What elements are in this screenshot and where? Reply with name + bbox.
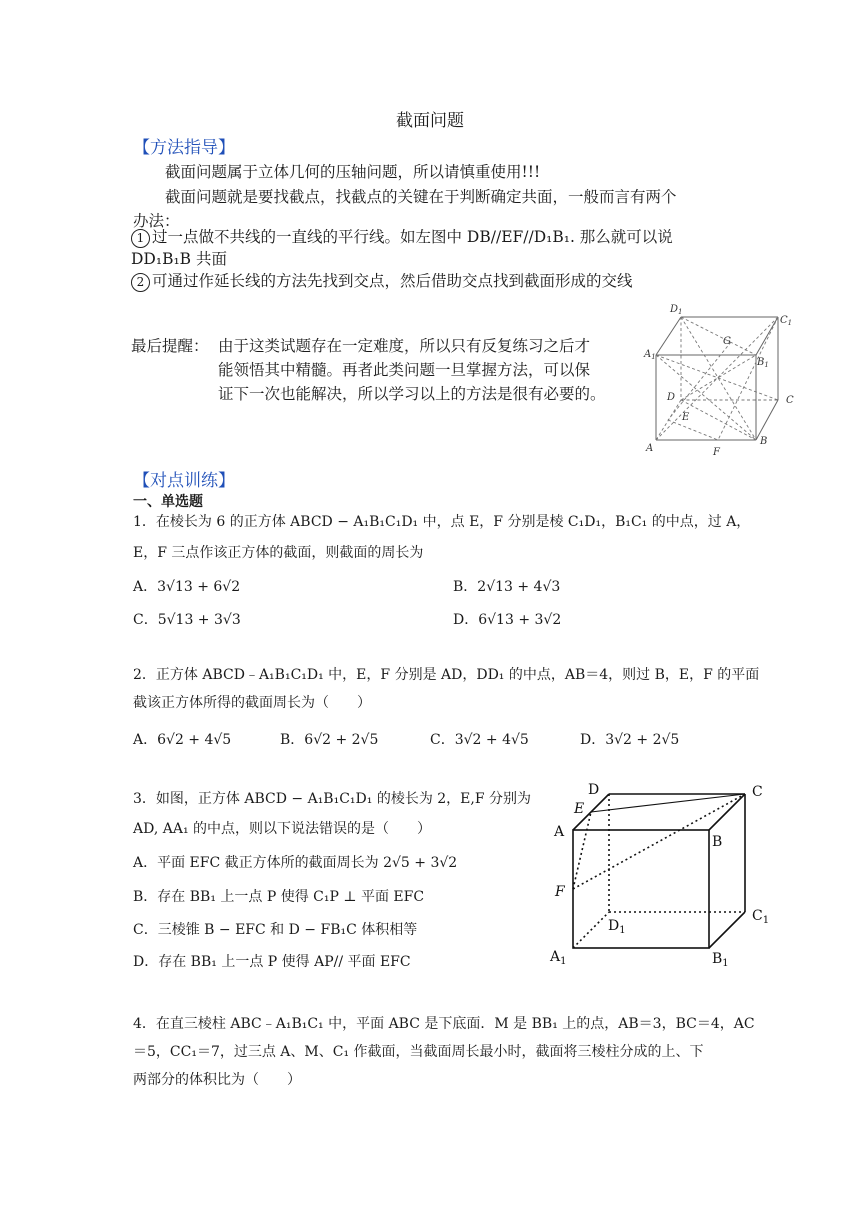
q3-option-b[interactable]: B．存在 BB₁ 上一点 P 使得 C₁P ⊥ 平面 EFC: [133, 889, 425, 905]
label-c1: $C_1$: [752, 908, 770, 926]
method-item-1-line-2: DD₁B₁B 共面: [131, 250, 227, 268]
q4-stem-line-2: ＝5，CC₁＝7，过三点 A、M、C₁ 作截面，当截面周长最小时，截面将三棱柱分成的上、下: [133, 1044, 704, 1060]
q4-stem-line-3: 两部分的体积比为（ ）: [133, 1072, 301, 1088]
hidden-segment-f-e: [573, 812, 591, 889]
method-item-2-text: 可通过作延长线的方法先找到交点，然后借助交点找到截面形成的交线: [152, 272, 633, 290]
page-title: 截面问题: [396, 111, 464, 131]
q1-stem-line-2: E，F 三点作该正方体的截面，则截面的周长为: [133, 545, 424, 561]
cube-figure-1: [636, 292, 800, 462]
label-f: F: [555, 884, 565, 900]
item-2-number-circle: 2: [131, 273, 150, 292]
reminder-label: 最后提醒：: [131, 337, 209, 355]
label-d1: $D_1$: [608, 918, 626, 936]
label-c: C: [752, 784, 763, 800]
q2-option-d[interactable]: D．3√2 + 2√5: [580, 732, 680, 748]
label-b: B: [712, 834, 723, 850]
edge-b1-c1: [709, 912, 745, 948]
method-item-1-line-1: 过一点做不共线的一直线的平行线。如左图中 DB//EF//D₁B₁. 那么就可以说: [152, 228, 673, 246]
front-face: [573, 830, 709, 948]
q3-option-d[interactable]: D．存在 BB₁ 上一点 P 使得 AP// 平面 EFC: [133, 954, 411, 970]
hidden-line-ef: [668, 420, 718, 440]
edge-d1a1: [656, 317, 681, 355]
label-e: E: [574, 801, 585, 817]
q2-option-b[interactable]: B．6√2 + 2√5: [280, 732, 379, 748]
label-b: B: [760, 436, 768, 447]
q1-option-c[interactable]: C．5√13 + 3√3: [133, 612, 241, 628]
label-b1: $B_1$: [712, 951, 729, 969]
q2-option-c[interactable]: C．3√2 + 4√5: [430, 732, 529, 748]
q2-stem-line-2: 截该正方体所得的截面周长为（ ）: [133, 695, 371, 711]
method-para-1: 截面问题属于立体几何的压轴问题，所以请慎重使用!!!: [165, 163, 541, 181]
q1-option-a[interactable]: A．3√13 + 6√2: [133, 579, 241, 595]
segment-e-c: [591, 794, 745, 812]
label-d1: $D_1$: [670, 304, 683, 316]
hidden-diag-db: [681, 400, 756, 440]
q2-option-a[interactable]: A．6√2 + 4√5: [133, 732, 232, 748]
method-section-header: 【方法指导】: [133, 138, 235, 158]
q2-stem-line-1: 2．正方体 ABCD﹣A₁B₁C₁D₁ 中，E，F 分别是 AD，DD₁ 的中点，AB＝4，则过 B，E，F 的平面: [133, 667, 760, 683]
edge-b-c: [709, 794, 745, 830]
hidden-line-ge: [668, 342, 731, 420]
q3-stem-line-2: AD, AA₁ 的中点，则以下说法错误的是（ ）: [133, 821, 432, 837]
cube-figure-2: [546, 776, 776, 970]
hidden-edge-a1-d1: [573, 912, 609, 948]
edge-c1b1: [756, 317, 778, 355]
reminder-line-2: 能领悟其中精髓。再者此类问题一旦掌握方法，可以保: [218, 361, 591, 379]
q3-stem-line-1: 3．如图，正方体 ABCD − A₁B₁C₁D₁ 的棱长为 2，E,F 分别为: [133, 791, 532, 807]
method-para-2-line-1: 截面问题就是要找截点，找截点的关键在于判断确定共面，一般而言有两个: [165, 188, 677, 206]
label-a: A: [554, 824, 565, 840]
q1-stem-line-1: 1．在棱长为 6 的正方体 ABCD − A₁B₁C₁D₁ 中，点 E，F 分别是棱 C₁D₁，B₁C₁ 的中点，过 A，: [133, 514, 751, 530]
q1-option-d[interactable]: D．6√13 + 3√2: [453, 612, 562, 628]
label-f: F: [713, 447, 720, 458]
label-a: A: [646, 443, 654, 454]
reminder-line-3: 证下一次也能解决，所以学习以上的方法是很有必要的。: [218, 385, 606, 403]
edge-bc: [756, 400, 778, 440]
practice-section-header: 【对点训练】: [133, 471, 235, 491]
q1-option-b[interactable]: B．2√13 + 4√3: [453, 579, 561, 595]
q3-option-c[interactable]: C．三棱锥 B − EFC 和 D − FB₁C 体积相等: [133, 922, 418, 938]
item-1-number-circle: 1: [131, 229, 150, 248]
single-choice-subheader: 一、单选题: [133, 494, 203, 510]
label-c: C: [786, 395, 794, 406]
label-a1: $A_1$: [644, 349, 656, 361]
label-d: D: [667, 392, 676, 403]
q4-stem-line-1: 4．在直三棱柱 ABC﹣A₁B₁C₁ 中，平面 ABC 是下底面．M 是 BB₁ 上的点，AB＝3，BC＝4，AC: [133, 1016, 755, 1032]
method-para-2-line-2: 办法：: [133, 212, 180, 230]
label-e: E: [682, 412, 690, 423]
label-d: D: [588, 782, 600, 798]
label-a1: $A_1$: [550, 949, 567, 967]
label-c1: $C_1$: [780, 315, 793, 327]
label-b1: $B_1$: [757, 357, 769, 369]
q3-option-a[interactable]: A．平面 EFC 截正方体所的截面周长为 2√5 + 3√2: [133, 855, 458, 871]
method-item-2: [131, 266, 633, 296]
reminder-line-1: 由于这类试题存在一定难度，所以只有反复练习之后才: [218, 337, 591, 355]
label-g: G: [723, 336, 731, 347]
